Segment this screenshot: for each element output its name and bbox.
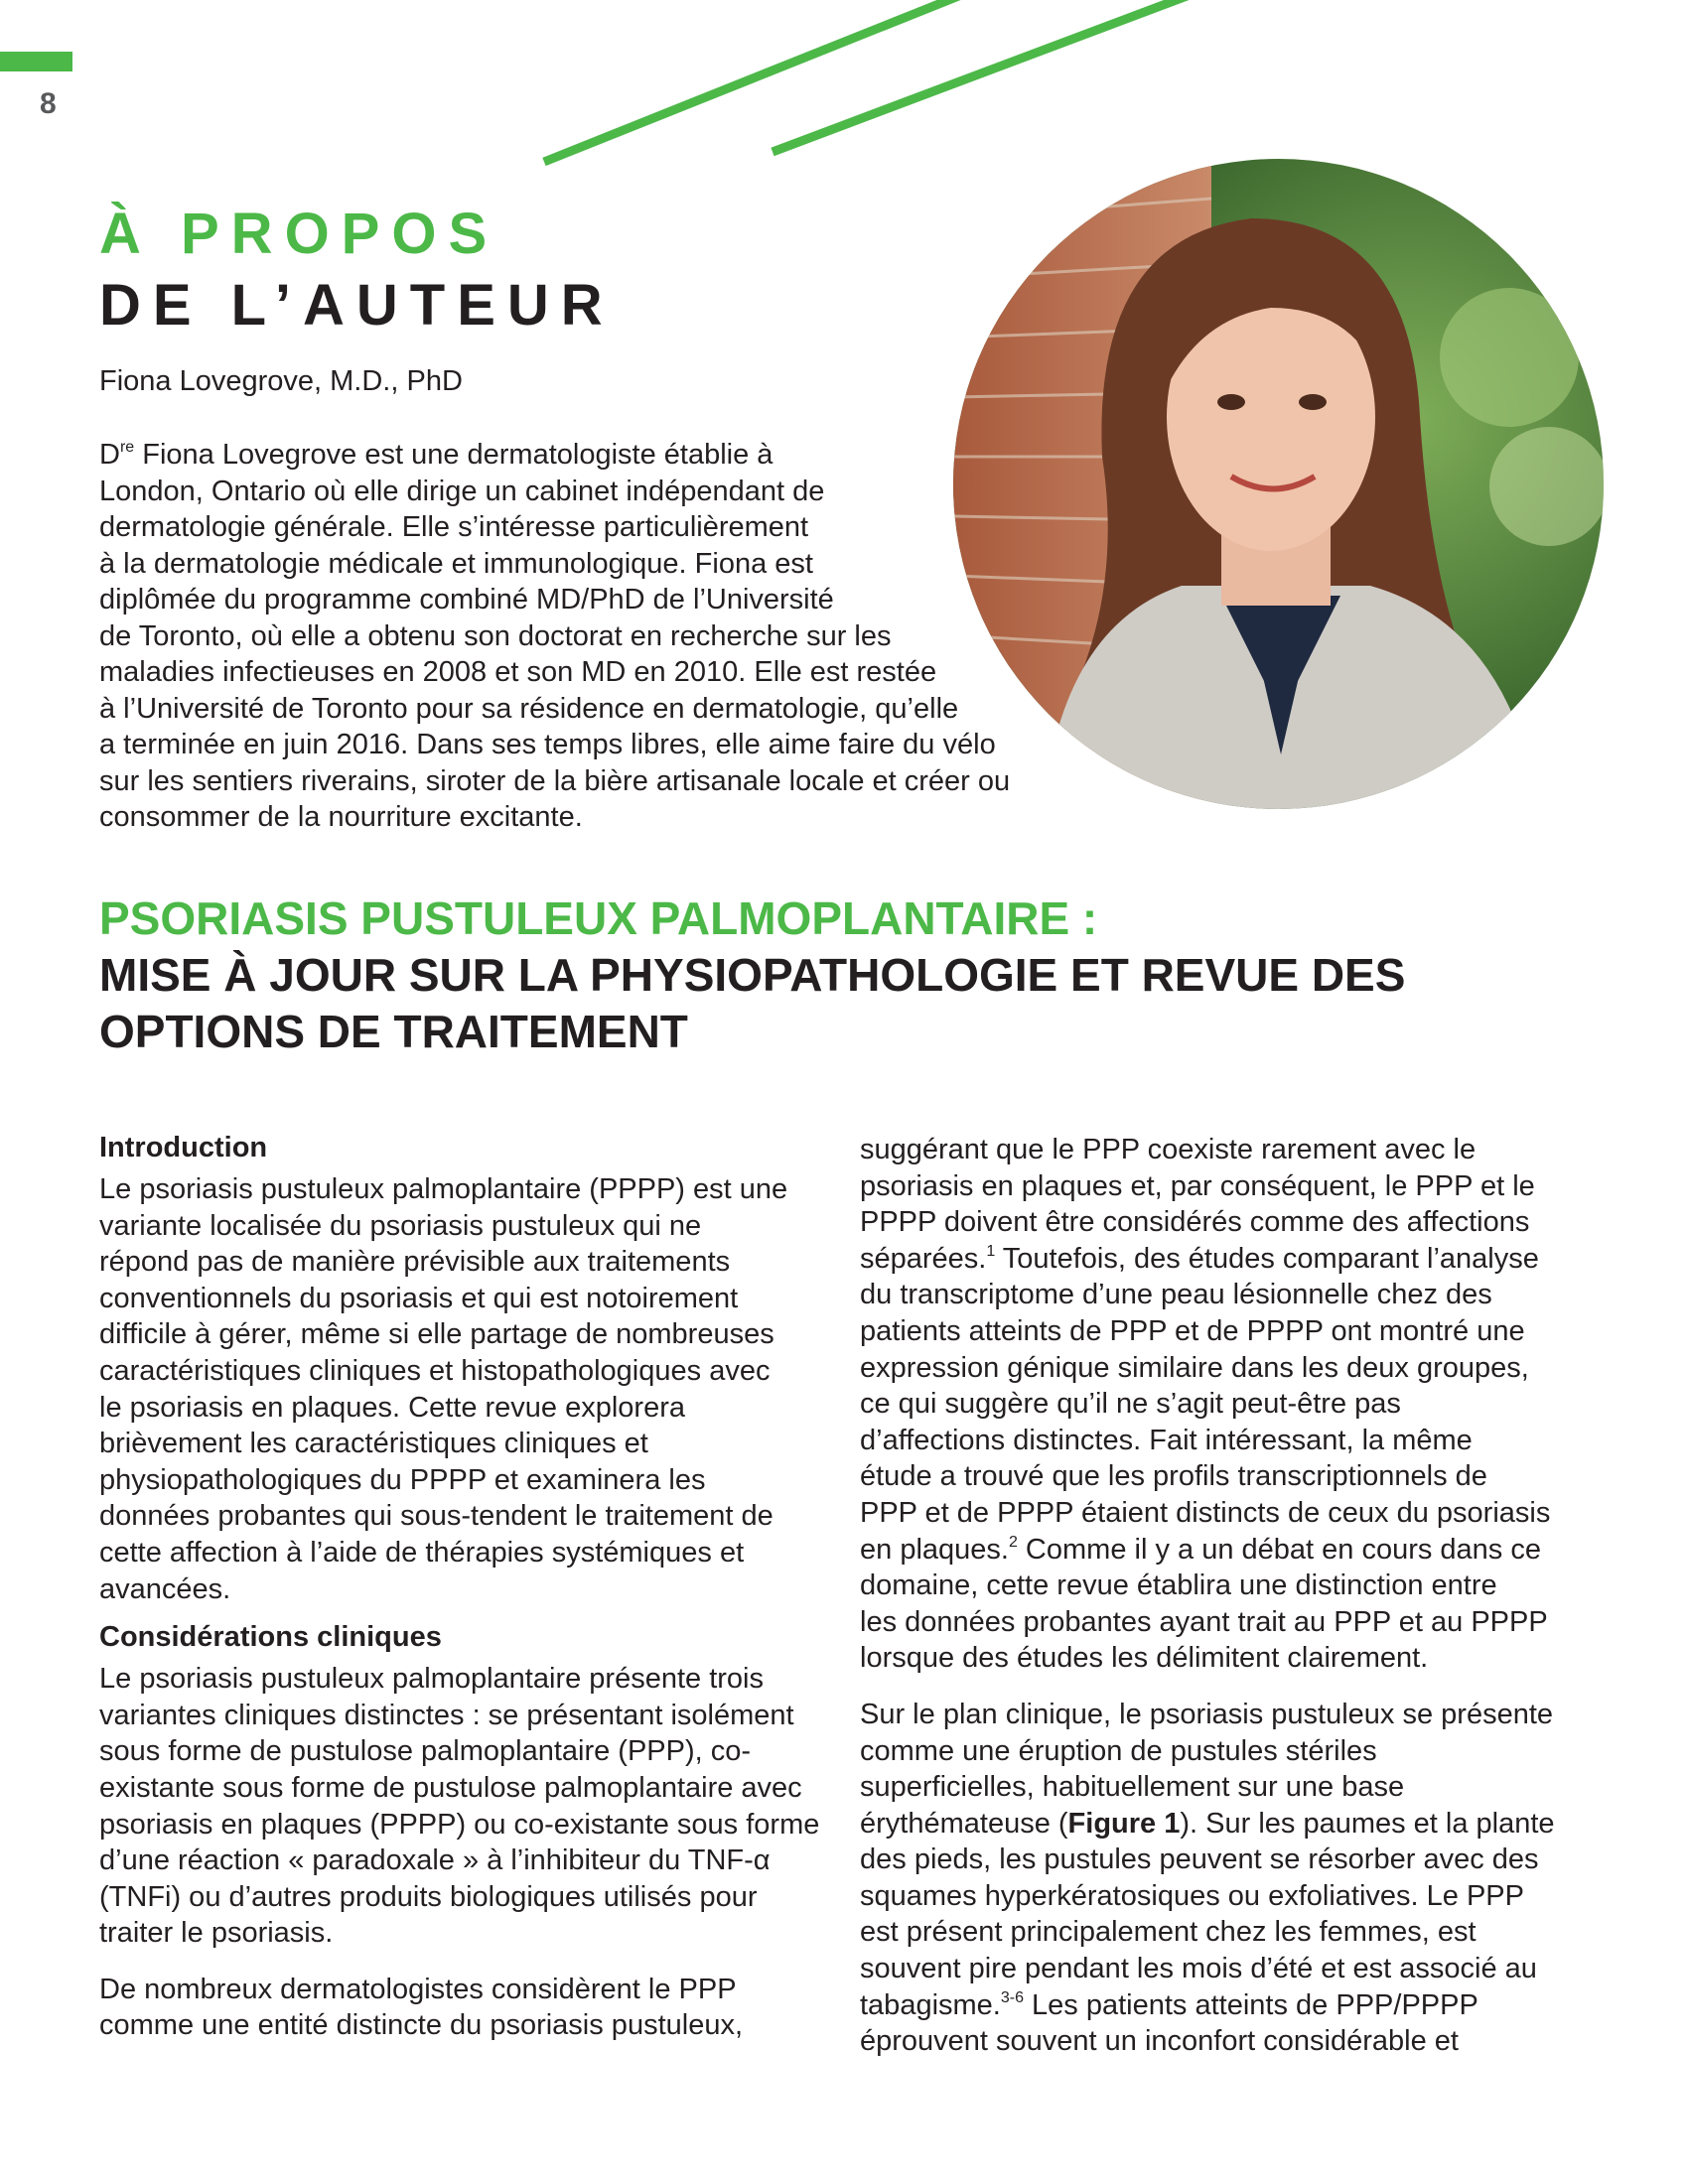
heading-clinical-considerations: Considérations cliniques: [99, 1621, 442, 1654]
bio-line: sur les sentiers riverains, siroter de la bière artisanale locale et créer ou: [99, 764, 1011, 797]
reference-1: 1: [986, 1242, 996, 1260]
bio-line: a terminée en juin 2016. Dans ses temps libres, elle aime faire du vélo: [99, 729, 996, 760]
about-title-line2: DE L’AUTEUR: [99, 273, 615, 338]
bio-line: consommer de la nourriture excitante.: [99, 801, 583, 833]
left-column: [99, 1130, 834, 2044]
bio-line: Dre Fiona Lovegrove est une dermatologiste établie à: [99, 439, 774, 471]
intro-paragraph: Le psoriasis pustuleux palmoplantaire (PPPP) est une variante localisée du psoriasis pustuleux qui ne répond pas de manière prévisible aux traitements conventionnels du psoriasis et qui est notoirement difficile à gérer, même si elle partage de nombreuses caractéristiques cliniques et histopathologiques avec le psoriasis en plaques. Cette revue explorera brièvement les caractéristiques cliniques et physiopathologiques du PPPP et examinera les données probantes qui sous-tendent le traitement de cette affection à l’aide de thérapies systémiques et avancées.: [99, 1173, 788, 1605]
paragraph-clinical-presentation: Sur le plan clinique, le psoriasis pustuleux se présente comme une éruption de pustules stériles superficielles, habituellement sur une base érythémateuse (Figure 1). Sur les paumes et la plante des pieds, les pustules peuvent se résorber avec des squames hyperkératosiques ou exfoliatives. Le PPP est présent principalement chez les femmes, est souvent pire pendant les mois d’été et est associé au tabagisme.$^{3-6}$ Les patients atteints de PPP/PPPP éprouvent souvent un inconfort considérable et: [860, 1698, 1555, 2058]
paragraph-transcriptome: suggérant que le PPP coexiste rarement avec le psoriasis en plaques et, par conséquent, le PPP et le PPPP doivent être considérés comme des affections séparées.$^1$ Toutefois, des études comparant l’analyse du transcriptome d’une peau lésionnelle chez des patients atteints de PPP et de PPPP ont montré une expression génique similaire dans les deux groupes, ce qui suggère qu’il ne s’agit peut-être pas d’affections distinctes. Fait intéressant, la même étude a trouvé que les profils transcriptionnels de PPP et de PPPP étaient distincts de ceux du psoriasis en plaques.$^2$ Comme il y a un débat en cours dans ce domaine, cette revue établira une distinction entre les données probantes ayant trait au PPP et au PPPP lorsque des études les délimitent clairement.: [860, 1134, 1551, 1675]
article-title-dark-2: OPTIONS DE TRAITEMENT: [99, 1006, 688, 1057]
heading-introduction: Introduction: [99, 1132, 268, 1163]
page-number: 8: [40, 87, 57, 120]
bio-line: à l’Université de Toronto pour sa résidence en dermatologie, qu’elle: [99, 692, 959, 725]
about-title-line1: À PROPOS: [99, 202, 499, 266]
figure-1-reference[interactable]: Figure 1: [1067, 1807, 1181, 1840]
reference-2: 2: [1008, 1533, 1018, 1551]
bio-line: maladies infectieuses en 2008 et son MD en 2010. Elle est restée: [99, 656, 937, 688]
article-title-dark-1: MISE À JOUR SUR LA PHYSIOPATHOLOGIE ET REVUE DES: [99, 949, 1406, 1001]
article-title-green: PSORIASIS PUSTULEUX PALMOPLANTAIRE :: [99, 892, 1098, 944]
bio-line: London, Ontario où elle dirige un cabinet indépendant de: [99, 475, 825, 507]
green-stripe-1: [544, 0, 961, 162]
bio-line: dermatologie générale. Elle s’intéresse particulièrement: [99, 511, 809, 543]
paragraph-dermatologists: De nombreux dermatologistes considèrent le PPP comme une entité distincte du psoriasis pustuleux,: [99, 1973, 744, 2042]
clinical-paragraph: Le psoriasis pustuleux palmoplantaire présente trois variantes cliniques distinctes : se présentant isolément sous forme de pustulose palmoplantaire (PPP), co- existante sous forme de pustulose palmoplantaire avec psoriasis en plaques (PPPP) ou co-existante sous forme d’une réaction « paradoxale » à l’inhibiteur du TNF-α (TNFi) ou d’autres produits biologiques utilisés pour traiter le psoriasis.: [99, 1663, 820, 1950]
reference-3-6: 3-6: [1000, 1988, 1024, 2006]
bio-line: diplômée du programme combiné MD/PhD de l’Université: [99, 584, 834, 615]
right-column: [860, 1132, 1595, 2060]
green-stripe-2: [773, 0, 1190, 152]
author-name: Fiona Lovegrove, M.D., PhD: [99, 365, 463, 397]
article-title: [99, 890, 1405, 1060]
bio-line: de Toronto, où elle a obtenu son doctorat en recherche sur les: [99, 619, 892, 652]
bio-line: à la dermatologie médicale et immunologique. Fiona est: [99, 547, 813, 580]
author-bio: [99, 437, 1092, 836]
